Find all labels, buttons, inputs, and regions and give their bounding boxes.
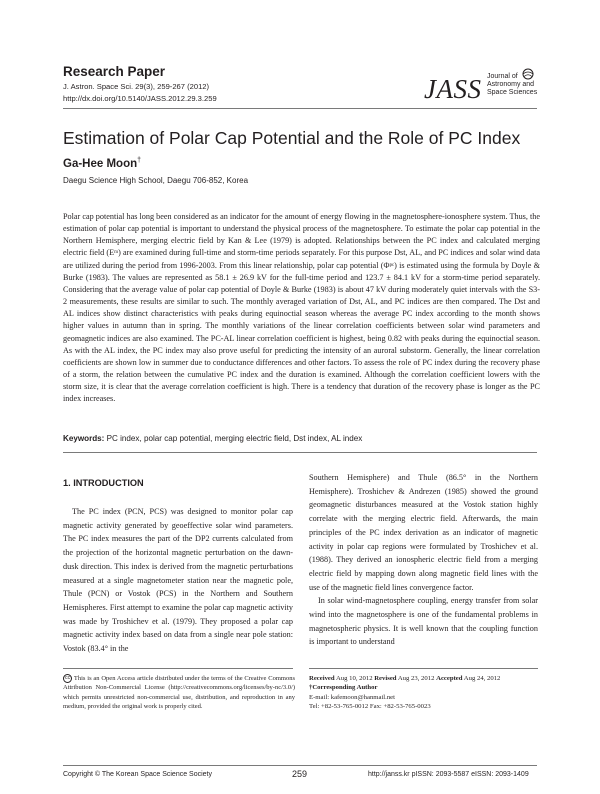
- author-name: Ga-Hee Moon: [63, 157, 138, 170]
- section-heading: 1. INTRODUCTION: [63, 478, 144, 488]
- body-paragraph: Southern Hemisphere) and Thule (86.5° in the Northern Hemisphere). Troshichev & Andrezen (1985) showed the ground geomagnetic disturbances measured at the Vostok station highly correlate with the merging electric field. Afterwards, the main principles of the PC index derivation as an indicator of magnetic activity in polar cap regions were formulated by Troshichev et al. (1988). They derived an ionospheric electric field from a merging electric field by mapping down along magnetic field lines with the use of the magnetic field lines convergence factor.: [309, 473, 538, 592]
- corresponding-phone: Tel: +82-53-765-0012 Fax: +82-53-765-0023: [309, 703, 431, 711]
- revised-label: Revised: [374, 675, 397, 682]
- journal-logo-line: Space Sciences: [487, 89, 538, 97]
- page-number: 259: [292, 769, 308, 779]
- article-dates: [309, 674, 541, 712]
- journal-logo-wordmark: JASS: [424, 74, 482, 104]
- author-mark: †: [137, 157, 142, 164]
- received-label: Received: [309, 675, 335, 682]
- footnote-divider: [63, 668, 293, 669]
- journal-logo-line: Astronomy and: [487, 81, 535, 89]
- dates-line: [309, 674, 541, 683]
- citation-line: J. Astron. Space Sci. 29(3), 259-267 (2012): [63, 82, 210, 91]
- license-text: This is an Open Access article distributed under the terms of the Creative Commons Attribution Non-Commercial License (http://creativecommons.org/licenses/by-nc/3.0/) which permits unrestricted non-commercial use, distribution, and reproduction in any medium, provided the original work is properly cited.: [63, 675, 295, 710]
- affiliation: Daegu Science High School, Daegu 706-852, Korea: [63, 176, 249, 185]
- header-divider: [63, 108, 537, 109]
- license-notice: [63, 674, 295, 711]
- revised-date: Aug 23, 2012: [397, 675, 435, 682]
- paper-title: Estimation of Polar Cap Potential and the Role of PC Index: [63, 128, 521, 148]
- body-paragraph: In solar wind-magnetosphere coupling, energy transfer from solar wind into the magnetosphere is one of the fundamental problems in magnetospheric physics. It is well known that the coupling function is important to understand: [309, 596, 538, 647]
- body-column-left: [63, 505, 293, 656]
- received-date: Aug 10, 2012: [335, 675, 373, 682]
- keywords-divider: [63, 452, 537, 453]
- journal-logo-line: Journal of: [487, 73, 518, 80]
- article-type-label: Research Paper: [63, 64, 166, 79]
- keywords-line: [63, 434, 543, 443]
- copyright-notice: Copyright © The Korean Space Science Society: [63, 771, 212, 778]
- footnote-divider: [309, 668, 538, 669]
- body-column-right: [309, 471, 538, 649]
- journal-issn[interactable]: http://janss.kr pISSN: 2093-5587 eISSN: 2093-1409: [368, 771, 529, 778]
- author-line: [63, 157, 141, 170]
- globe-icon: [522, 68, 534, 80]
- corresponding-author-label: †Corresponding Author: [309, 684, 378, 692]
- creative-commons-icon: cc: [65, 675, 71, 682]
- doi-link[interactable]: http://dx.doi.org/10.5140/JASS.2012.29.3.259: [63, 94, 217, 103]
- abstract-text: Polar cap potential has long been considered as an indicator for the amount of energy flowing in the magnetosphere-ionosphere system. Thus, the estimation of polar cap potential is important to understand the physical process of the magnetosphere. To estimate the polar cap potential in the Northern Hemisphere, merging electric field by Kan & Lee (1979) is adopted. Relationships between the PC index and calculated merging electric field (Eᵐ) are examined during full-time and storm-time periods separately. For this purpose Dst, AL, and PC indices and solar wind data are utilized during the period from 1996-2003. From this linear relationship, polar cap potential (Φᵖᶜ) is estimated using the formula by Doyle & Burke (1983). The values are represented as 58.1 ± 26.9 kV for the full-time period and 123.7 ± 84.1 kV for a storm-time period separately. Considering that the average value of polar cap potential of Doyle & Burke (1983) is about 47 kV during moderately quiet intervals with the S3-2 measurements, these results are similar to such. The monthly averaged variation of Dst, AL, and PC indices are then compared. The Dst and AL indices show distinct characteristics with peaks during equinoctial season whereas the average PC index according to the month shows higher values in autumn than in spring. The monthly variations of the linear correlation coefficients between solar wind parameters and geomagnetic indices are also examined. The PC-AL linear correlation coefficient is highest, being 0.82 with peaks during the equinoctial season. As with the AL index, the PC index may also prove useful for predicting the intensity of an auroral substorm. Generally, the linear correlation coefficients are shown low in summer due to conductance differences and other factors. To assess the role of PC index during the recovery phase of a storm, the relation between the cumulative PC index and the duration is examined. Although the correlation coefficient lowers with the storm size, it is clear that the average correlation coefficient is high. There is a tendency that duration of the recovery phase is longer as the PC index increases.: [63, 212, 540, 404]
- keywords-label: Keywords:: [63, 434, 105, 443]
- corresponding-email[interactable]: E-mail: kafemoon@hanmail.net: [309, 693, 396, 701]
- accepted-date: Aug 24, 2012: [463, 675, 501, 682]
- body-paragraph: The PC index (PCN, PCS) was designed to monitor polar cap magnetic activity generated by geoeffective solar wind parameters. The PC index measures the part of the DP2 currents calculated from the projection of the horizontal magnetic perturbation on the dawn-dusk direction. This index is derived from the magnetic perturbations measured at a single magnetometer station near the magnetic pole, Thule (PCN) or Vostok (PCS) in the Northern and Southern Hemispheres. First attempt to examine the polar cap magnetic activity was made by Troshichev et al. (1979). They proposed a polar cap magnetic activity index based on data from a single near pole station: Vostok (83.4° in the: [63, 507, 293, 654]
- accepted-label: Accepted: [436, 675, 463, 682]
- footer-divider: [63, 765, 537, 766]
- keywords-list: PC index, polar cap potential, merging electric field, Dst index, AL index: [106, 434, 363, 443]
